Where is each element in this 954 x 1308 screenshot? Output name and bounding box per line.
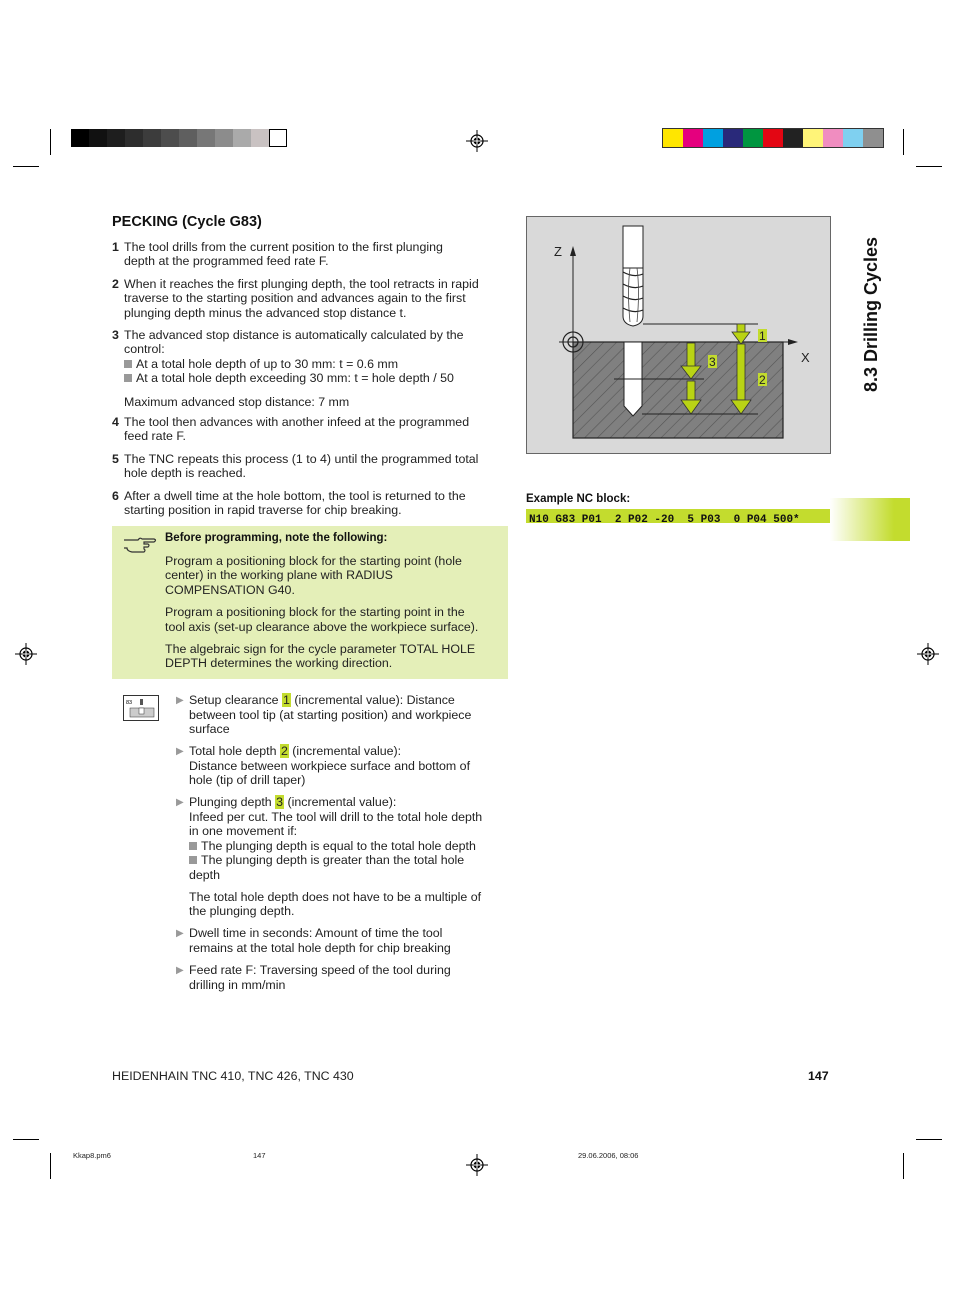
text-line: center) in the working plane with RADIUS: [165, 568, 393, 583]
parameter-extra: [189, 890, 508, 919]
parameter-text: [189, 926, 508, 955]
text-line: in one movement if:: [189, 824, 298, 839]
step-text: [124, 328, 508, 409]
text-line: Program a positioning block for the starting point (hole: [165, 554, 462, 568]
parameter-number-badge: 2: [280, 744, 288, 758]
text-line: depth at the programmed feed rate F.: [124, 254, 329, 269]
bullet-line: [189, 868, 508, 883]
axis-z-label: Z: [554, 244, 562, 259]
text-line: Setup clearance 1 (incremental value): Distance: [189, 693, 455, 707]
text-line: traverse to the starting position and advances again to the first: [124, 291, 466, 306]
svg-text:83: 83: [126, 700, 133, 706]
text-line: After a dwell time at the hole bottom, the tool is returned to the: [124, 489, 466, 503]
color-bar-frame: [662, 128, 884, 148]
text-line: Infeed per cut. The tool will drill to the total hole depth: [189, 809, 483, 824]
crop-mark: [903, 1153, 904, 1179]
color-swatch: [107, 129, 125, 147]
parameter-text: [189, 693, 508, 737]
parameter-item: [176, 744, 508, 788]
text-line: The tool drills from the current position to the first plunging: [124, 240, 443, 254]
note-paragraph: [165, 605, 505, 634]
label-3: 3: [709, 355, 716, 369]
parameter-text: [189, 963, 508, 992]
parameter-item: [176, 926, 508, 955]
pecking-diagram: [526, 216, 831, 454]
bullet-text: At a total hole depth of up to 30 mm: t = 0.6 mm: [136, 356, 399, 371]
crop-mark: [50, 1153, 51, 1179]
slug-page: 147: [253, 1151, 266, 1160]
text-line: DEPTH determines the working direction.: [165, 656, 393, 671]
note-box: [112, 526, 508, 679]
text-line: Feed rate F: Traversing speed of the tool during: [189, 963, 451, 977]
text-line: Distance between workpiece surface and bottom of: [189, 758, 471, 773]
bullet-line: [124, 371, 508, 385]
crop-mark: [13, 166, 39, 167]
section-heading: PECKING (Cycle G83): [112, 214, 262, 230]
square-bullet-icon: [124, 374, 132, 382]
step-text: [124, 452, 508, 481]
bullet-text: The plunging depth is greater than the total hole: [201, 853, 465, 868]
registration-mark-icon: [15, 643, 37, 665]
slug-date: 29.06.2006, 08:06: [578, 1151, 639, 1160]
square-bullet-icon: [189, 856, 197, 864]
parameter-item: [176, 963, 508, 992]
step-extra: Maximum advanced stop distance: 7 mm: [124, 394, 350, 409]
section-title-vertical: 8.3 Drilling Cycles: [861, 236, 881, 392]
crop-mark: [13, 1139, 39, 1140]
text-line: between tool tip (at starting position) and workpiece: [189, 707, 472, 722]
text-line: tool axis (set-up clearance above the workpiece surface).: [165, 619, 479, 634]
bullet-line: [189, 839, 508, 854]
text-line: The tool then advances with another infeed at the programmed: [124, 415, 470, 429]
axis-x-label: X: [801, 350, 810, 365]
text-line: surface: [189, 722, 230, 737]
color-swatch: [161, 129, 179, 147]
text-line: hole (tip of drill taper): [189, 773, 306, 788]
text-line: Dwell time in seconds: Amount of time the tool: [189, 926, 443, 940]
bullet-text: At a total hole depth exceeding 30 mm: t = hole depth / 50: [136, 371, 454, 386]
color-swatch: [125, 129, 143, 147]
registration-mark-icon: [466, 1154, 488, 1176]
text-line: the plunging depth.: [189, 904, 295, 919]
bullet-text: The plunging depth is equal to the total hole depth: [201, 838, 476, 853]
text-line: plunging depth minus the advanced stop distance t.: [124, 305, 407, 320]
parameter-item: [176, 693, 508, 737]
color-swatch: [197, 129, 215, 147]
text-line: The advanced stop distance is automatically calculated by the: [124, 328, 464, 342]
note-paragraph: [165, 554, 505, 597]
text-line: feed rate F.: [124, 429, 186, 444]
text-line: starting position in rapid traverse for chip breaking.: [124, 503, 402, 518]
text-line: Plunging depth 3 (incremental value):: [189, 795, 397, 809]
color-swatch: [179, 129, 197, 147]
parameter-text: [189, 744, 508, 788]
text-line: control:: [124, 342, 165, 357]
color-swatch: [89, 129, 107, 147]
triangle-bullet-icon: ▶: [176, 928, 184, 939]
text-line: Program a positioning block for the starting point in the: [165, 605, 465, 620]
bullet-line: [124, 357, 508, 371]
parameter-item: [176, 795, 508, 919]
text-line: hole depth is reached.: [124, 466, 246, 481]
pointing-hand-icon: [122, 532, 158, 554]
triangle-bullet-icon: ▶: [176, 746, 184, 757]
step-number: 5: [112, 452, 119, 466]
step-text: [124, 277, 508, 320]
color-swatch: [251, 129, 269, 147]
drill-cycle-icon: [124, 696, 158, 720]
bullet-line: [189, 853, 508, 868]
note-paragraph: [165, 642, 505, 671]
example-code: N10 G83 P01 2 P02 -20 5 P03 0 P04 500*: [526, 509, 830, 523]
crop-mark: [916, 166, 942, 167]
text-line: remains at the total hole depth for chip breaking: [189, 940, 451, 955]
section-tab: [830, 498, 910, 541]
square-bullet-icon: [124, 360, 132, 368]
triangle-bullet-icon: ▶: [176, 695, 184, 706]
drill-tool: [623, 226, 643, 326]
crop-mark: [916, 1139, 942, 1140]
parameter-number-badge: 1: [283, 693, 290, 707]
text-line: When it reaches the first plunging depth, the tool retracts in rapid: [124, 277, 479, 291]
text-line: The algebraic sign for the cycle parameter TOTAL HOLE: [165, 642, 476, 657]
step-text: [124, 240, 508, 269]
registration-mark-icon: [917, 643, 939, 665]
color-swatch: [269, 129, 287, 147]
text-line: Total hole depth 2 (incremental value):: [189, 744, 402, 758]
note-heading: Before programming, note the following:: [165, 532, 388, 544]
triangle-bullet-icon: ▶: [176, 797, 184, 808]
text-line: drilling in mm/min: [189, 977, 286, 992]
step-number: 1: [112, 240, 119, 254]
cycle-softkey-icon: [123, 695, 159, 721]
page-number: 147: [808, 1069, 829, 1083]
crop-mark: [50, 129, 51, 155]
registration-mark-icon: [466, 130, 488, 152]
step-number: 6: [112, 489, 119, 503]
label-1: 1: [759, 329, 766, 343]
parameter-text: [189, 795, 508, 919]
note-paragraphs: [165, 554, 505, 671]
color-swatch: [143, 129, 161, 147]
label-2: 2: [759, 373, 766, 387]
text-line: COMPENSATION G40.: [165, 582, 295, 597]
example-label: Example NC block:: [526, 493, 631, 505]
square-bullet-icon: [189, 842, 197, 850]
text-line: The total hole depth does not have to be a multiple of: [189, 889, 482, 904]
color-swatch: [215, 129, 233, 147]
step-number: 4: [112, 415, 119, 429]
triangle-bullet-icon: ▶: [176, 965, 184, 976]
workpiece: [573, 342, 783, 438]
step-number: 2: [112, 277, 119, 291]
parameter-number-badge: 3: [276, 795, 284, 809]
footer-title: HEIDENHAIN TNC 410, TNC 426, TNC 430: [112, 1069, 354, 1083]
color-swatch: [233, 129, 251, 147]
crop-mark: [903, 129, 904, 155]
step-text: [124, 415, 508, 444]
step-number: 3: [112, 328, 119, 342]
color-swatch: [71, 129, 89, 147]
bullet-text: depth: [189, 867, 221, 882]
step-text: [124, 489, 508, 518]
slug-file: Kkap8.pm6: [73, 1151, 111, 1160]
text-line: The TNC repeats this process (1 to 4) until the programmed total: [124, 452, 479, 466]
